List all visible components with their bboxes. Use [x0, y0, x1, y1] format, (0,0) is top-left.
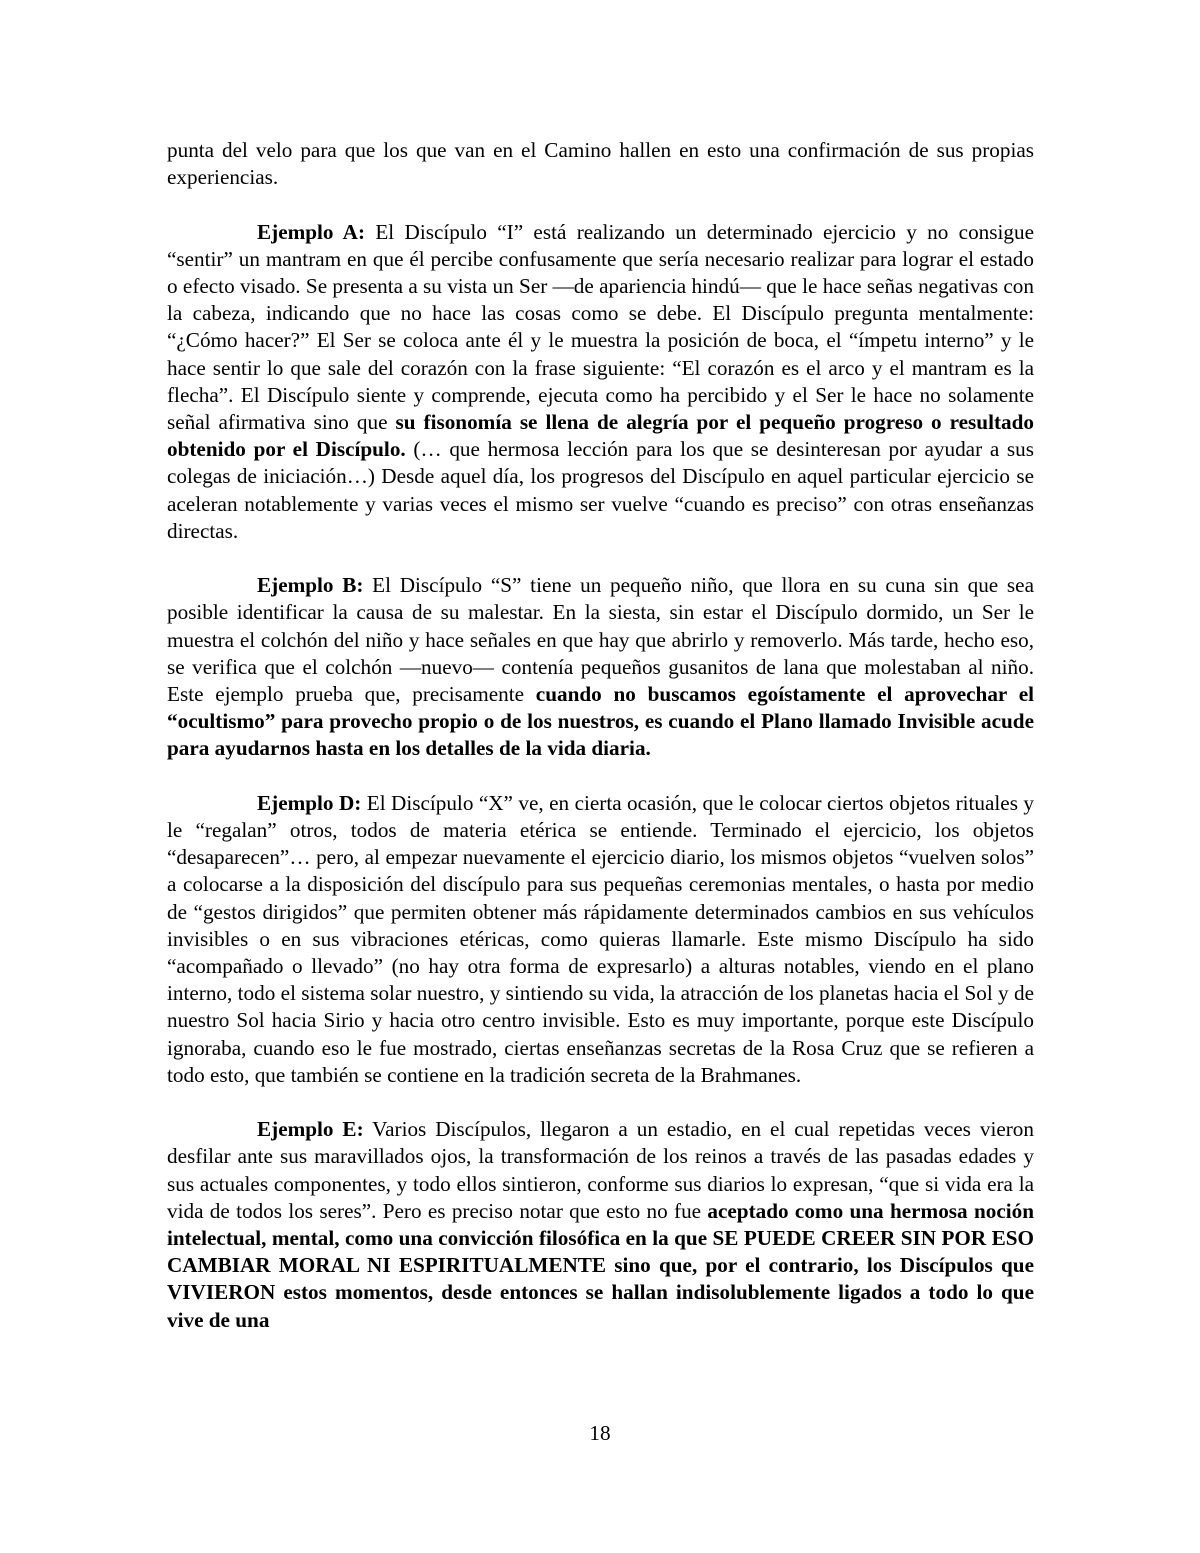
paragraph-example-a [167, 219, 1034, 545]
example-b-bold-1: cuando no buscamos egoístamente el aprovechar el “ocultismo” para provecho propio o de los nuestros, es cuando el Plano llamado Invisible acude para ayudarnos hasta en los detalles de la vida diaria. [167, 682, 1034, 761]
document-page [167, 137, 1034, 1361]
paragraph-intro-text: punta del velo para que los que van en el Camino hallen en esto una confirmación de sus propias experiencias. [167, 138, 1034, 190]
example-a-text-2: (… que hermosa lección para los que se desinteresan por ayudar a sus colegas de iniciación…) Desde aquel día, los progresos del Discípulo en aquel particular ejercicio se aceleran notablemente y varias veces el mismo ser vuelve “cuando es preciso” con otras enseñanzas directas. [167, 437, 1034, 543]
example-b-text-1: El Discípulo “S” tiene un pequeño niño, que llora en su cuna sin que sea posible identificar la causa de su malestar. En la siesta, sin estar el Discípulo dormido, un Ser le muestra el colchón del niño y hace señales en que hay que abrirlo y removerlo. Más tarde, hecho eso, se verifica que el colchón —nuevo— contenía pequeños gusanitos de lana que molestaban al niño. Este ejemplo prueba que, precisamente [167, 573, 1034, 707]
example-a-heading: Ejemplo A: [257, 219, 366, 244]
example-d-heading: Ejemplo D: [257, 790, 362, 815]
example-e-heading: Ejemplo E: [257, 1117, 364, 1142]
paragraph-example-e [167, 1116, 1034, 1334]
example-d-text-1: El Discípulo “X” ve, en cierta ocasión, que le colocar ciertos objetos rituales y le “regalan” otros, todos de materia etérica se entiende. Terminado el ejercicio, los objetos “desaparecen”… pero, al empezar nuevamente el ejercicio diario, los mismos objetos “vuelven solos” a colocarse a la disposición del discípulo para sus pequeñas ceremonias mentales, o hasta por medio de “gestos dirigidos” que permiten obtener más rápidamente determinados cambios en sus vehículos invisibles o en sus vibraciones etéricas, como quieras llamarle. Este mismo Discípulo ha sido “acompañado o llevado” (no hay otra forma de expresarlo) a alturas notables, viendo en el plano interno, todo el sistema solar nuestro, y sintiendo su vida, la atracción de los planetas hacia el Sol y de nuestro Sol hacia Sirio y hacia otro centro invisible. Esto es muy importante, porque este Discípulo ignoraba, cuando eso le fue mostrado, ciertas enseñanzas secretas de la Rosa Cruz que se refieren a todo esto, que también se contiene en la tradición secreta de la Brahmanes. [167, 790, 1034, 1087]
paragraph-intro [167, 137, 1034, 191]
example-b-heading: Ejemplo B: [257, 573, 364, 598]
example-e-bold-1: aceptado como una hermosa noción intelectual, mental, como una convicción filosófica en la que SE PUEDE CREER SIN POR ESO CAMBIAR MORAL NI ESPIRITUALMENTE sino que, por el contrario, los Discípulos que VIVIERON estos momentos, desde entonces se hallan indisolublemente ligados a todo lo que vive de una [167, 1198, 1034, 1332]
example-a-text-1: El Discípulo “I” está realizando un determinado ejercicio y no consigue “sentir” un mantram en que él percibe confusamente que sería necesario realizar para lograr el estado o efecto visado. Se presenta a su vista un Ser —de apariencia hindú— que le hace señas negativas con la cabeza, indicando que no hace las cosas como se debe. El Discípulo pregunta mentalmente: “¿Cómo hacer?” El Ser se coloca ante él y le muestra la posición de boca, el “ímpetu interno” y le hace sentir lo que sale del corazón con la frase siguiente: “El corazón es el arco y el mantram es la flecha”. El Discípulo siente y comprende, ejecuta como ha percibido y el Ser le hace no solamente señal afirmativa sino que [167, 219, 1034, 435]
example-e-text-1: Varios Discípulos, llegaron a un estadio, en el cual repetidas veces vieron desfilar ante sus maravillados ojos, la transformación de los reinos a través de las pasadas edades y sus actuales componentes, y todo ellos sintieron, conforme sus diarios lo expresan, “que si vida era la vida de todos los seres”. Pero es preciso notar que esto no fue [167, 1117, 1034, 1223]
example-a-bold-1: su fisonomía se llena de alegría por el pequeño progreso o resultado obtenido por el Discípulo. [167, 410, 1034, 462]
paragraph-example-b [167, 572, 1034, 762]
paragraph-example-d [167, 790, 1034, 1089]
page-number: 18 [589, 1421, 611, 1445]
